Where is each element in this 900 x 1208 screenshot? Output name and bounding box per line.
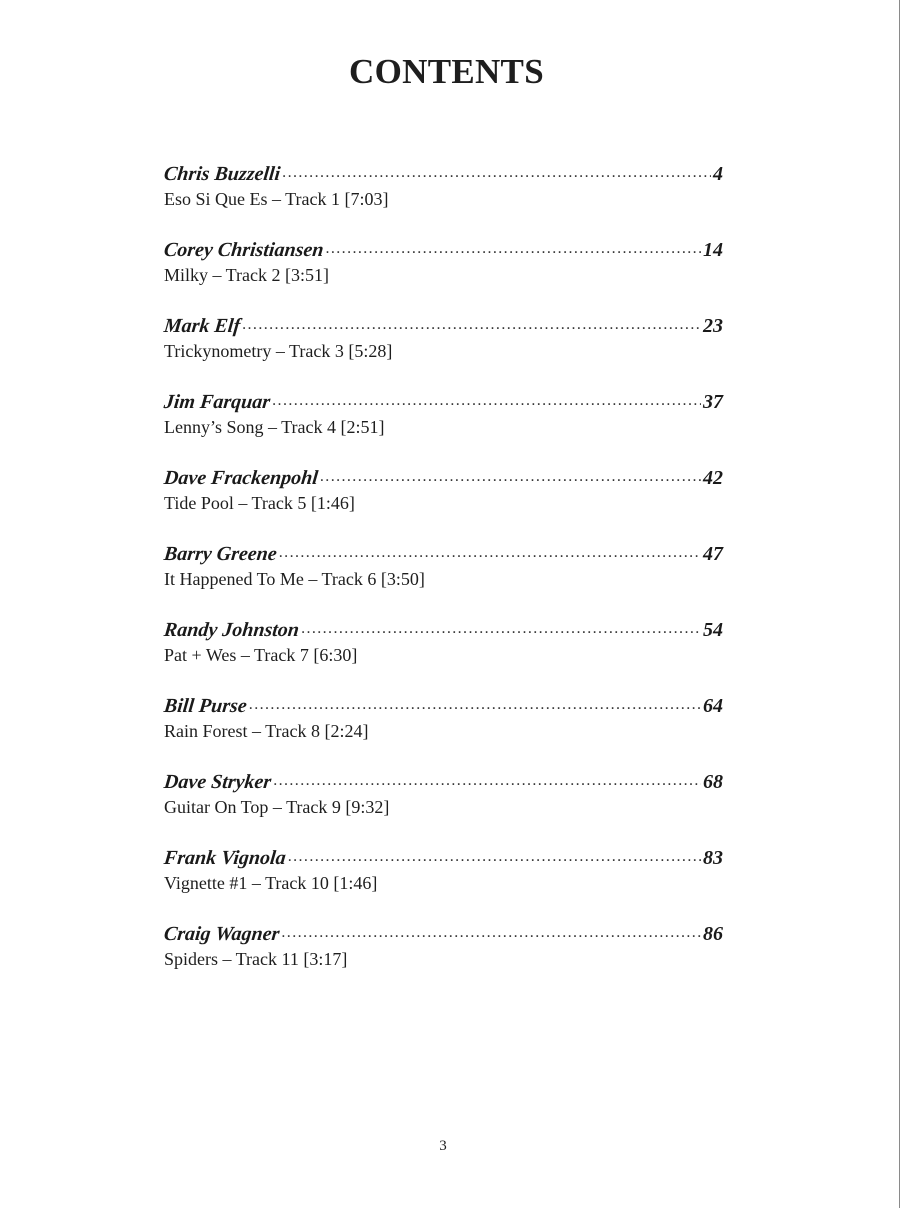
- toc-entry[interactable]: [164, 540, 723, 616]
- toc-entry-subtitle: Eso Si Que Es – Track 1 [7:03]: [164, 189, 389, 209]
- toc-entry-line: [164, 844, 723, 872]
- toc-entry-line: [164, 236, 723, 264]
- toc-entry-line: [164, 312, 723, 340]
- toc-entry-name: Dave Frackenpohl: [162, 467, 320, 489]
- toc-entry-page: 68: [703, 771, 723, 793]
- toc-entry[interactable]: [164, 616, 723, 692]
- toc-entry-subtitle: Vignette #1 – Track 10 [1:46]: [164, 873, 378, 893]
- toc-entry-subtitle: Rain Forest – Track 8 [2:24]: [164, 721, 369, 741]
- toc-entry-name: Bill Purse: [162, 695, 248, 717]
- toc-entry-page: 42: [703, 467, 723, 489]
- toc-entry-name: Frank Vignola: [162, 847, 287, 869]
- toc-entry[interactable]: [164, 844, 723, 920]
- toc-entry-line: [164, 388, 723, 416]
- toc-entry[interactable]: [164, 160, 723, 236]
- toc-entry[interactable]: [164, 464, 723, 540]
- toc-entry-subtitle: Pat + Wes – Track 7 [6:30]: [164, 645, 358, 665]
- toc-entry-name: Corey Christiansen: [162, 239, 325, 261]
- toc-entry-name: Mark Elf: [162, 315, 242, 337]
- toc-entry-name: Craig Wagner: [162, 923, 281, 945]
- toc-entry[interactable]: [164, 312, 723, 388]
- toc-entry-subtitle: It Happened To Me – Track 6 [3:50]: [164, 569, 425, 589]
- toc-entry-line: [164, 160, 723, 188]
- toc-entry-subtitle: Tide Pool – Track 5 [1:46]: [164, 493, 355, 513]
- toc-leader-dots: [320, 467, 701, 487]
- toc-entry-line: [164, 768, 723, 796]
- toc-leader-dots: [325, 239, 701, 259]
- toc-entry-name: Randy Johnston: [162, 619, 301, 641]
- toc-entry-page: 64: [703, 695, 723, 717]
- page-title: CONTENTS: [349, 52, 544, 91]
- toc-entry-name: Jim Farquar: [162, 391, 272, 413]
- toc-leader-dots: [279, 543, 701, 563]
- toc-entry-name: Dave Stryker: [162, 771, 273, 793]
- toc-entry[interactable]: [164, 768, 723, 844]
- toc-leader-dots: [242, 315, 701, 335]
- toc-entry-line: [164, 692, 723, 720]
- toc-leader-dots: [282, 163, 711, 183]
- toc-leader-dots: [288, 847, 701, 867]
- toc-entry-name: Barry Greene: [162, 543, 278, 565]
- toc-entry-page: 4: [713, 163, 723, 185]
- toc-entry[interactable]: [164, 388, 723, 464]
- toc-entry[interactable]: [164, 920, 723, 996]
- toc-entry-subtitle: Trickynometry – Track 3 [5:28]: [164, 341, 393, 361]
- toc-entry-page: 83: [703, 847, 723, 869]
- toc-entry-name: Chris Buzzelli: [162, 163, 282, 185]
- toc-entry-line: [164, 540, 723, 568]
- toc-entry-subtitle: Spiders – Track 11 [3:17]: [164, 949, 348, 969]
- toc-entry-subtitle: Milky – Track 2 [3:51]: [164, 265, 330, 285]
- toc-entry-subtitle: Lenny’s Song – Track 4 [2:51]: [164, 417, 385, 437]
- toc-entry-page: 54: [703, 619, 723, 641]
- toc-leader-dots: [249, 695, 701, 715]
- toc-entry-line: [164, 616, 723, 644]
- toc-entry-page: 23: [703, 315, 723, 337]
- toc-entry[interactable]: [164, 692, 723, 768]
- toc-entry-page: 86: [703, 923, 723, 945]
- toc-entry-page: 14: [703, 239, 723, 261]
- toc-leader-dots: [273, 771, 701, 791]
- toc-entry-page: 47: [703, 543, 723, 565]
- toc-entry-page: 37: [703, 391, 723, 413]
- toc-entry-line: [164, 920, 723, 948]
- toc-leader-dots: [281, 923, 701, 943]
- toc-leader-dots: [272, 391, 701, 411]
- toc-entry-line: [164, 464, 723, 492]
- toc-entry[interactable]: [164, 236, 723, 312]
- page-number: 3: [439, 1138, 447, 1154]
- table-of-contents: [164, 160, 723, 996]
- toc-entry-subtitle: Guitar On Top – Track 9 [9:32]: [164, 797, 390, 817]
- toc-leader-dots: [301, 619, 701, 639]
